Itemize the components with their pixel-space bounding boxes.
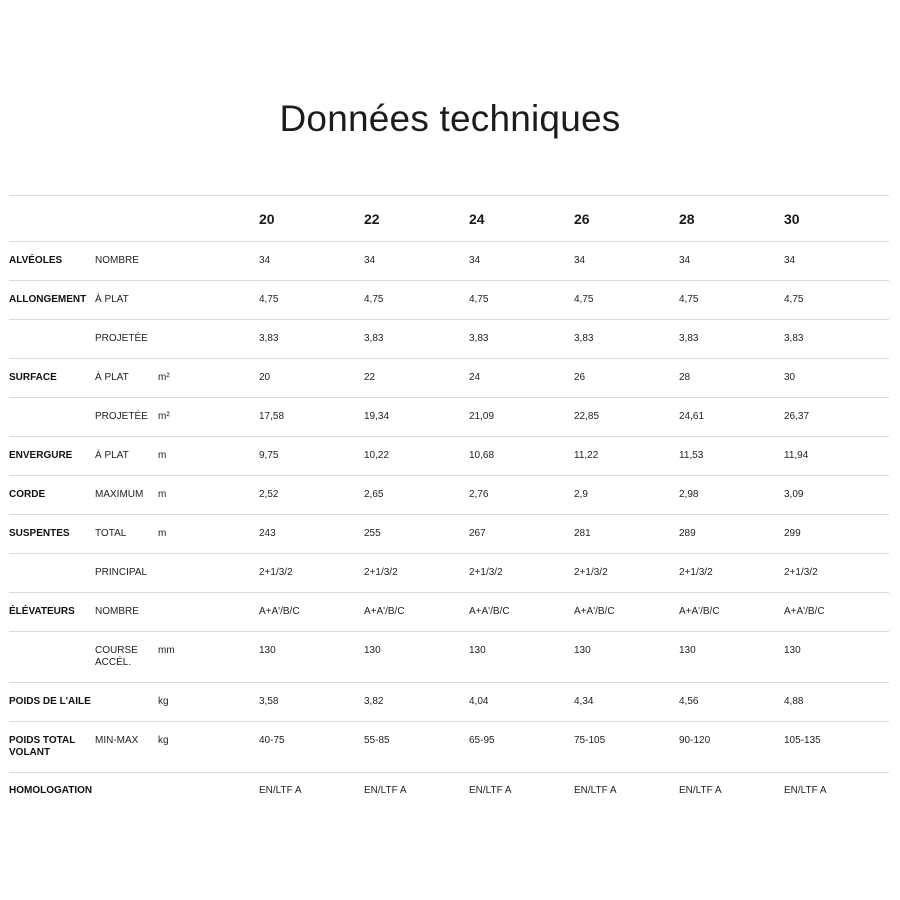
spec-label: ALLONGEMENT <box>9 294 87 305</box>
spec-row <box>9 398 889 437</box>
spec-value: 90-120 <box>679 735 711 746</box>
spec-value: 255 <box>364 528 381 539</box>
spec-row <box>9 683 889 722</box>
spec-value: A+A'/B/C <box>574 606 615 617</box>
spec-label: ALVÉOLES <box>9 255 63 266</box>
spec-value: 3,58 <box>259 696 279 707</box>
spec-sublabel: TOTAL <box>95 528 127 539</box>
spec-unit: kg <box>158 696 169 707</box>
size-header: 28 <box>679 211 695 227</box>
spec-unit: m <box>158 528 167 539</box>
spec-value: 24,61 <box>679 411 705 422</box>
spec-value: 17,58 <box>259 411 285 422</box>
spec-unit <box>158 281 259 320</box>
size-header: 30 <box>784 211 800 227</box>
spec-value: 3,83 <box>679 333 699 344</box>
spec-row <box>9 437 889 476</box>
spec-row <box>9 515 889 554</box>
specs-table <box>9 195 889 822</box>
spec-value: A+A'/B/C <box>679 606 720 617</box>
size-header: 20 <box>259 211 275 227</box>
spec-value: 40-75 <box>259 735 285 746</box>
spec-value: 75-105 <box>574 735 606 746</box>
specs-table-wrapper <box>9 195 889 822</box>
spec-unit: kg <box>158 735 169 746</box>
spec-value: 4,75 <box>364 294 384 305</box>
spec-value: 26 <box>574 372 586 383</box>
spec-value: 30 <box>784 372 796 383</box>
spec-sublabel: NOMBRE <box>95 606 139 617</box>
size-header: 24 <box>469 211 485 227</box>
header-empty <box>9 196 95 242</box>
spec-value: 21,09 <box>469 411 495 422</box>
spec-row <box>9 320 889 359</box>
spec-row <box>9 359 889 398</box>
spec-value: 9,75 <box>259 450 279 461</box>
spec-value: 3,09 <box>784 489 804 500</box>
spec-value: A+A'/B/C <box>469 606 510 617</box>
spec-label: POIDS TOTAL VOLANT <box>9 735 76 758</box>
spec-sublabel: NOMBRE <box>95 255 139 266</box>
spec-value: 4,75 <box>574 294 594 305</box>
spec-sublabel: MAXIMUM <box>95 489 144 500</box>
spec-sublabel: PROJETÉE <box>95 411 148 422</box>
spec-value: 10,22 <box>364 450 390 461</box>
spec-value: 11,94 <box>784 450 809 461</box>
spec-label: SUSPENTES <box>9 528 70 539</box>
spec-value: 24 <box>469 372 481 383</box>
spec-value: 20 <box>259 372 271 383</box>
spec-unit <box>158 242 259 281</box>
spec-value: 19,34 <box>364 411 390 422</box>
header-row <box>9 196 889 242</box>
spec-sublabel: MIN-MAX <box>95 735 139 746</box>
size-header: 22 <box>364 211 380 227</box>
spec-label: CORDE <box>9 489 46 500</box>
spec-value: 10,68 <box>469 450 495 461</box>
spec-value: 243 <box>259 528 276 539</box>
spec-value: 11,22 <box>574 450 599 461</box>
spec-unit <box>158 320 259 359</box>
spec-value: EN/LTF A <box>679 785 722 796</box>
spec-label: ENVERGURE <box>9 450 73 461</box>
spec-row <box>9 632 889 683</box>
spec-sublabel <box>95 683 158 722</box>
spec-value: 2+1/3/2 <box>469 567 503 578</box>
spec-value: 2+1/3/2 <box>364 567 398 578</box>
spec-value: 281 <box>574 528 591 539</box>
spec-unit: m <box>158 450 167 461</box>
spec-value: 4,75 <box>784 294 804 305</box>
spec-row <box>9 476 889 515</box>
spec-label: ÉLÉVATEURS <box>9 606 75 617</box>
spec-unit: m² <box>158 411 170 422</box>
spec-value: 34 <box>364 255 376 266</box>
spec-value: 2,98 <box>679 489 699 500</box>
spec-value: 22 <box>364 372 376 383</box>
spec-value: 3,83 <box>784 333 804 344</box>
spec-value: EN/LTF A <box>364 785 407 796</box>
spec-value: 4,75 <box>679 294 699 305</box>
spec-value: 2,9 <box>574 489 588 500</box>
spec-value: EN/LTF A <box>574 785 617 796</box>
spec-label <box>9 554 95 593</box>
spec-value: 130 <box>469 645 486 656</box>
spec-unit <box>158 554 259 593</box>
spec-value: 4,75 <box>469 294 489 305</box>
spec-value: 55-85 <box>364 735 390 746</box>
spec-value: 3,83 <box>574 333 594 344</box>
spec-value: 2+1/3/2 <box>784 567 818 578</box>
spec-value: 299 <box>784 528 801 539</box>
spec-value: EN/LTF A <box>784 785 827 796</box>
spec-label <box>9 398 95 437</box>
spec-row <box>9 242 889 281</box>
spec-sublabel: PROJETÉE <box>95 333 148 344</box>
spec-row <box>9 593 889 632</box>
spec-value: 34 <box>574 255 586 266</box>
spec-value: 130 <box>679 645 696 656</box>
spec-unit <box>158 593 259 632</box>
spec-value: 22,85 <box>574 411 600 422</box>
spec-sublabel: À PLAT <box>95 294 129 305</box>
spec-unit: mm <box>158 645 175 656</box>
spec-value: 130 <box>574 645 591 656</box>
spec-value: 130 <box>364 645 381 656</box>
specs-body <box>9 242 889 823</box>
spec-value: 3,83 <box>469 333 489 344</box>
spec-sublabel: À PLAT <box>95 450 129 461</box>
spec-value: 3,82 <box>364 696 384 707</box>
spec-sublabel: PRINCIPAL <box>95 567 148 578</box>
spec-value: 4,75 <box>259 294 279 305</box>
spec-label: HOMOLOGATION <box>9 785 93 796</box>
spec-value: 105-135 <box>784 735 821 746</box>
spec-value: EN/LTF A <box>469 785 512 796</box>
spec-value: 34 <box>679 255 691 266</box>
spec-value: A+A'/B/C <box>259 606 300 617</box>
spec-unit: m² <box>158 372 170 383</box>
spec-value: 4,04 <box>469 696 489 707</box>
page-title: Données techniques <box>279 98 621 139</box>
spec-value: EN/LTF A <box>259 785 302 796</box>
spec-row <box>9 722 889 773</box>
spec-row <box>9 773 889 823</box>
spec-unit: m <box>158 489 167 500</box>
spec-value: 2+1/3/2 <box>574 567 608 578</box>
spec-value: 2+1/3/2 <box>679 567 713 578</box>
spec-value: 34 <box>784 255 796 266</box>
spec-value: A+A'/B/C <box>784 606 825 617</box>
spec-value: 26,37 <box>784 411 810 422</box>
spec-value: 4,56 <box>679 696 699 707</box>
spec-value: 34 <box>469 255 481 266</box>
spec-label: POIDS DE L'AILE <box>9 696 91 707</box>
spec-value: 2,52 <box>259 489 279 500</box>
spec-sublabel <box>95 773 158 823</box>
spec-label: SURFACE <box>9 372 57 383</box>
header-empty <box>158 196 259 242</box>
spec-value: 130 <box>259 645 276 656</box>
spec-value: 4,88 <box>784 696 804 707</box>
spec-value: 2,76 <box>469 489 489 500</box>
spec-value: 267 <box>469 528 486 539</box>
spec-value: 28 <box>679 372 691 383</box>
spec-sublabel: COURSE ACCÉL. <box>95 645 138 668</box>
spec-value: 130 <box>784 645 801 656</box>
size-header: 26 <box>574 211 590 227</box>
spec-value: 3,83 <box>364 333 384 344</box>
spec-value: 34 <box>259 255 271 266</box>
spec-value: 11,53 <box>679 450 704 461</box>
spec-row <box>9 554 889 593</box>
spec-unit <box>158 773 259 823</box>
spec-value: 3,83 <box>259 333 279 344</box>
spec-value: 289 <box>679 528 696 539</box>
spec-value: 4,34 <box>574 696 594 707</box>
spec-label <box>9 632 95 683</box>
spec-row <box>9 281 889 320</box>
spec-sublabel: À PLAT <box>95 372 129 383</box>
spec-label <box>9 320 95 359</box>
header-empty <box>95 196 158 242</box>
spec-value: A+A'/B/C <box>364 606 405 617</box>
spec-value: 2+1/3/2 <box>259 567 293 578</box>
spec-value: 2,65 <box>364 489 384 500</box>
spec-value: 65-95 <box>469 735 495 746</box>
